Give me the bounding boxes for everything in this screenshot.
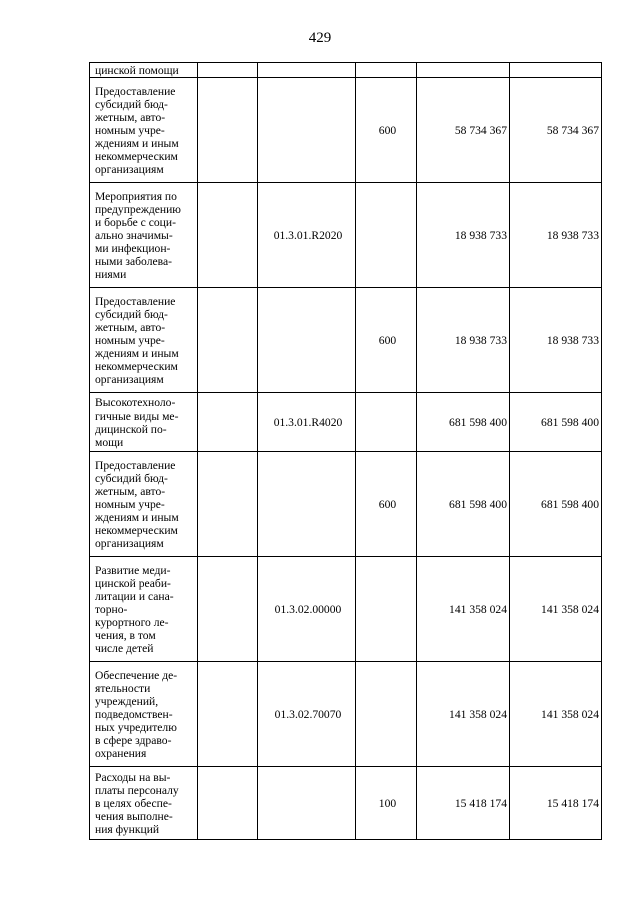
row-code-cell: 01.3.01.R2020 <box>258 183 356 288</box>
row-name-cell: Мероприятия по предупреждению и борьбе с соци- ально значимы- ми инфекцион- ными заболева- ниями <box>90 183 198 288</box>
row-amount2-cell: 18 938 733 <box>510 183 602 288</box>
row-code-cell <box>258 452 356 557</box>
row-expense-type-cell <box>356 393 417 452</box>
row-amount1-cell: 15 418 174 <box>417 767 510 840</box>
page-number: 429 <box>308 30 332 46</box>
row-amount2-cell: 15 418 174 <box>510 767 602 840</box>
row-amount2-cell: 141 358 024 <box>510 662 602 767</box>
row-amount1-cell: 58 734 367 <box>417 78 510 183</box>
row-expense-type-cell: 100 <box>356 767 417 840</box>
budget-table-body <box>90 63 602 840</box>
row-blank-cell <box>198 393 258 452</box>
row-amount1-cell: 18 938 733 <box>417 183 510 288</box>
row-blank-cell <box>198 288 258 393</box>
row-expense-type-cell: 600 <box>356 452 417 557</box>
table-row <box>90 63 602 78</box>
row-name-cell: Предоставление субсидий бюд- жетным, авто- номным учре- ждениям и иным некоммерческим организациям <box>90 78 198 183</box>
row-blank-cell <box>198 767 258 840</box>
row-amount2-cell: 58 734 367 <box>510 78 602 183</box>
row-code-cell: 01.3.02.00000 <box>258 557 356 662</box>
table-row <box>90 393 602 452</box>
row-blank-cell <box>198 183 258 288</box>
row-blank-cell <box>198 557 258 662</box>
table-row <box>90 452 602 557</box>
table-row <box>90 557 602 662</box>
budget-table <box>89 62 602 840</box>
row-amount1-cell <box>417 63 510 78</box>
row-expense-type-cell: 600 <box>356 78 417 183</box>
table-row <box>90 288 602 393</box>
table-row <box>90 662 602 767</box>
row-name-cell: цинской помощи <box>90 63 198 78</box>
row-amount1-cell: 18 938 733 <box>417 288 510 393</box>
row-expense-type-cell <box>356 662 417 767</box>
row-amount1-cell: 141 358 024 <box>417 557 510 662</box>
row-expense-type-cell <box>356 63 417 78</box>
table-row <box>90 767 602 840</box>
row-blank-cell <box>198 662 258 767</box>
row-expense-type-cell: 600 <box>356 288 417 393</box>
row-amount2-cell: 681 598 400 <box>510 452 602 557</box>
row-name-cell: Расходы на вы- платы персоналу в целях обеспе- чения выполне- ния функций <box>90 767 198 840</box>
row-name-cell: Высокотехноло- гичные виды ме- дицинской по- мощи <box>90 393 198 452</box>
row-blank-cell <box>198 63 258 78</box>
row-expense-type-cell <box>356 183 417 288</box>
row-name-cell: Развитие меди- цинской реаби- литации и сана- торно- курортного ле- чения, в том числе детей <box>90 557 198 662</box>
row-code-cell <box>258 78 356 183</box>
row-name-cell: Предоставление субсидий бюд- жетным, авто- номным учре- ждениям и иным некоммерческим организациям <box>90 452 198 557</box>
row-code-cell <box>258 288 356 393</box>
row-amount2-cell <box>510 63 602 78</box>
row-amount1-cell: 681 598 400 <box>417 452 510 557</box>
row-amount2-cell: 681 598 400 <box>510 393 602 452</box>
row-amount1-cell: 141 358 024 <box>417 662 510 767</box>
row-code-cell <box>258 63 356 78</box>
row-amount2-cell: 141 358 024 <box>510 557 602 662</box>
row-blank-cell <box>198 78 258 183</box>
row-expense-type-cell <box>356 557 417 662</box>
table-row <box>90 183 602 288</box>
row-name-cell: Обеспечение де- ятельности учреждений, подведомствен- ных учредителю в сфере здраво- охранения <box>90 662 198 767</box>
row-blank-cell <box>198 452 258 557</box>
row-amount2-cell: 18 938 733 <box>510 288 602 393</box>
row-amount1-cell: 681 598 400 <box>417 393 510 452</box>
row-code-cell: 01.3.02.70070 <box>258 662 356 767</box>
row-code-cell <box>258 767 356 840</box>
row-name-cell: Предоставление субсидий бюд- жетным, авто- номным учре- ждениям и иным некоммерческим организациям <box>90 288 198 393</box>
row-code-cell: 01.3.01.R4020 <box>258 393 356 452</box>
table-row <box>90 78 602 183</box>
